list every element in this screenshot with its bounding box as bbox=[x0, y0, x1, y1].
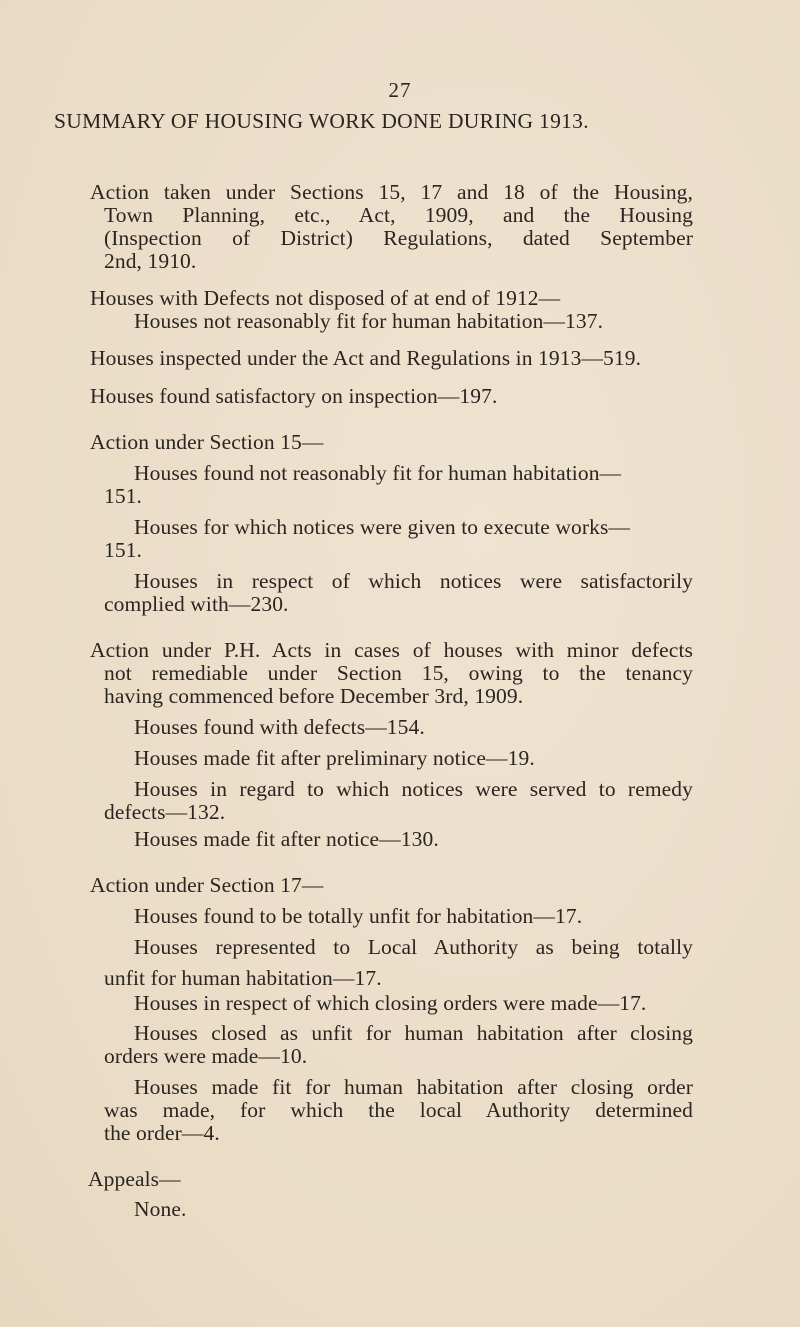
section17-heading: Action under Section 17— bbox=[90, 873, 324, 897]
ph-acts-item-1: Houses found with defects—154. bbox=[134, 715, 425, 739]
page-number: 27 bbox=[388, 78, 412, 102]
section17-item-2-value: unfit for human habitation—17. bbox=[104, 966, 382, 990]
section15-item-2-value: 151. bbox=[104, 538, 143, 562]
section15-item-1: Houses found not reasonably fit for human habitation— bbox=[134, 461, 622, 485]
section17-item-1: Houses found to be totally unfit for habitation—17. bbox=[134, 904, 583, 928]
section15-item-3: Houses in respect of which notices were satisfactorily bbox=[134, 569, 693, 593]
section15-item-3-value: complied with—230. bbox=[104, 592, 289, 616]
section17-item-2: Houses represented to Local Authority as being totally bbox=[134, 935, 693, 959]
appeals-heading: Appeals— bbox=[88, 1167, 181, 1191]
defects-1912-heading: Houses with Defects not disposed of at end of 1912— bbox=[90, 286, 561, 310]
ph-acts-item-3: Houses in regard to which notices were served to remedy bbox=[134, 777, 693, 801]
ph-acts-item-4: Houses made fit after notice—130. bbox=[134, 827, 439, 851]
intro-line-4: 2nd, 1910. bbox=[104, 249, 197, 273]
ph-acts-heading-line-2: not remediable under Section 15, owing to the tenancy bbox=[104, 661, 693, 685]
houses-satisfactory: Houses found satisfactory on inspection—197. bbox=[90, 384, 498, 408]
intro-line-2: Town Planning, etc., Act, 1909, and the Housing bbox=[104, 203, 693, 227]
ph-acts-item-2: Houses made fit after preliminary notice—19. bbox=[134, 746, 535, 770]
section15-item-1-value: 151. bbox=[104, 484, 143, 508]
section17-item-5-value: the order—4. bbox=[104, 1121, 220, 1145]
ph-acts-heading-line-3: having commenced before December 3rd, 1909. bbox=[104, 684, 524, 708]
ph-acts-item-3-value: defects—132. bbox=[104, 800, 226, 824]
section17-item-3: Houses in respect of which closing orders were made—17. bbox=[134, 991, 647, 1015]
section17-item-5-line-2: was made, for which the local Authority determined bbox=[104, 1098, 693, 1122]
section15-item-2: Houses for which notices were given to execute works— bbox=[134, 515, 631, 539]
intro-line-3: (Inspection of District) Regulations, dated September bbox=[104, 226, 693, 250]
section17-item-4-value: orders were made—10. bbox=[104, 1044, 308, 1068]
intro-line-1: Action taken under Sections 15, 17 and 18 of the Housing, bbox=[90, 180, 693, 204]
section17-item-5: Houses made fit for human habitation after closing order bbox=[134, 1075, 693, 1099]
section15-heading: Action under Section 15— bbox=[90, 430, 324, 454]
houses-inspected: Houses inspected under the Act and Regulations in 1913—519. bbox=[90, 346, 642, 370]
defects-1912-item: Houses not reasonably fit for human habitation—137. bbox=[134, 309, 604, 333]
appeals-value: None. bbox=[134, 1197, 187, 1221]
ph-acts-heading-line-1: Action under P.H. Acts in cases of houses with minor defects bbox=[90, 638, 693, 662]
page-title: SUMMARY OF HOUSING WORK DONE DURING 1913. bbox=[54, 109, 589, 133]
section17-item-4: Houses closed as unfit for human habitation after closing bbox=[134, 1021, 693, 1045]
